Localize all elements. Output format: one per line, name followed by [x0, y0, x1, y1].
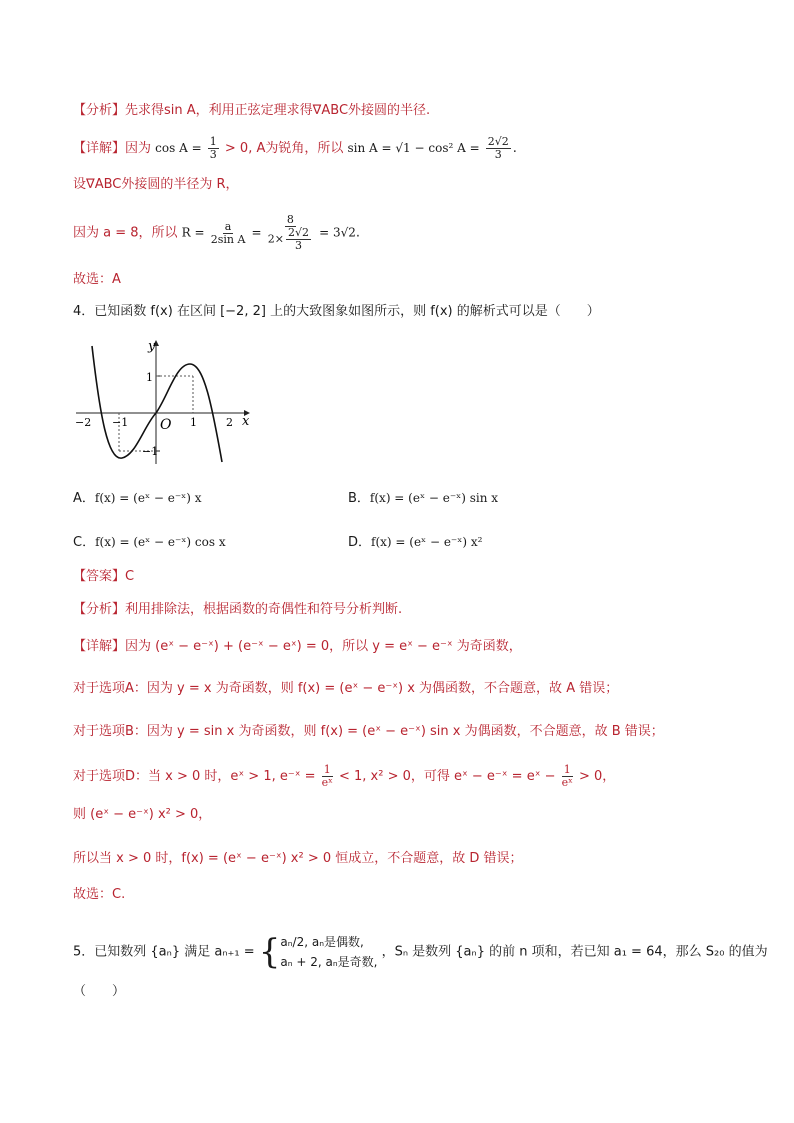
- case-odd: aₙ + 2, aₙ是奇数,: [280, 955, 378, 969]
- option-label: A．: [73, 491, 95, 506]
- question-text: 已知函数 f(x) 在区间 [−2, 2] 上的大致图象如图所示，则 f(x) 的解析式可以是（ ）: [94, 304, 600, 319]
- fraction-8: [268, 214, 313, 252]
- fraction-1-over-ex: [322, 764, 333, 789]
- q5-pre: 已知数列 {aₙ} 满足 aₙ₊₁ =: [94, 944, 255, 960]
- analysis-line-2: [73, 601, 402, 619]
- optd-mid: < 1, x² > 0，可得 eˣ − e⁻ˣ = eˣ −: [338, 769, 556, 784]
- case-even: aₙ/2, aₙ是偶数,: [280, 935, 364, 949]
- frac-den: eˣ: [321, 776, 333, 789]
- frac-num: 2√2: [287, 226, 309, 239]
- detail-line-1: [73, 136, 517, 161]
- option-expr: f(x) = (eˣ − e⁻ˣ) x: [94, 491, 202, 505]
- eq-sign: =: [251, 225, 262, 240]
- option-c[interactable]: [73, 531, 226, 550]
- option-b[interactable]: [348, 487, 498, 506]
- fraction-one-third: [208, 136, 219, 161]
- detail-mid: > 0, A为锐角，所以: [224, 141, 344, 156]
- option-a-analysis: 对于选项A：因为 y = x 为奇函数，则 f(x) = (eˣ − e⁻ˣ) x 为偶函数，不合题意，故 A 错误；: [73, 681, 619, 696]
- optd-end: > 0，: [578, 769, 616, 784]
- formula-pre: 因为 a = 8，所以: [73, 225, 178, 241]
- x-tick-label-minus1: −1: [112, 416, 129, 429]
- period: .: [512, 141, 517, 156]
- so-line: 所以当 x > 0 时，f(x) = (eˣ − e⁻ˣ) x² > 0 恒成立，不合题意，故 D 错误；: [73, 851, 523, 866]
- x-tick-label-minus2: −2: [75, 416, 92, 429]
- then-line: 则 (eˣ − e⁻ˣ) x² > 0，: [73, 807, 212, 822]
- analysis-tag: 【分析】: [73, 103, 126, 118]
- frac-den: eˣ: [561, 776, 573, 789]
- prev-answer-line: [73, 271, 121, 289]
- answer-value: C: [125, 569, 135, 584]
- piecewise-cases: [280, 932, 377, 972]
- y-tick-label-minus1: −1: [142, 445, 159, 458]
- y-tick-label-1: 1: [146, 371, 153, 384]
- period: .: [355, 225, 361, 241]
- prev-answer: 故选：A: [73, 272, 121, 287]
- frac-num: 1: [209, 135, 217, 148]
- result-expr: = 3√2: [319, 225, 356, 240]
- final-answer: 故选：C.: [73, 887, 126, 902]
- frac-num: 1: [563, 763, 571, 776]
- radius-line: [73, 176, 239, 194]
- frac-den: 3: [294, 239, 302, 252]
- x-tick-label-2: 2: [226, 416, 233, 429]
- answer-tag: 【答案】: [73, 569, 126, 584]
- y-label: y: [148, 339, 156, 354]
- option-d[interactable]: [348, 531, 482, 550]
- optd-pre: 对于选项D：当 x > 0 时，eˣ > 1, e⁻ˣ =: [73, 769, 316, 784]
- r-expr: R =: [181, 225, 205, 240]
- option-label: B．: [348, 491, 370, 506]
- option-label: D．: [348, 535, 372, 550]
- x-tick-label-1: 1: [190, 416, 197, 429]
- frac-num: 2√2: [487, 135, 509, 148]
- frac-num: 1: [323, 763, 331, 776]
- option-b-analysis: 对于选项B：因为 y = sin x 为奇函数，则 f(x) = (eˣ − e⁻ˣ) sin x 为偶函数，不合题意，故 B 错误；: [73, 724, 664, 739]
- sin-expr: sin A = √1 − cos² A =: [347, 141, 480, 155]
- function-graph: [72, 336, 252, 466]
- q5-paren-line: [73, 983, 125, 1001]
- option-d-analysis: [73, 764, 615, 789]
- q5-post: ，Sₙ 是数列 {aₙ} 的前 n 项和，若已知 a₁ = 64，那么 S₂₀ 的值为: [381, 944, 768, 960]
- frac-den: 2sin A: [210, 232, 246, 246]
- fraction-a-over-2sinA: [211, 221, 246, 246]
- option-a[interactable]: [73, 487, 202, 506]
- cos-expr: cos A =: [155, 141, 202, 155]
- question-number: 5．: [73, 944, 95, 960]
- analysis-text: 先求得sin A，利用正弦定理求得∇ABC外接圆的半径.: [125, 103, 431, 118]
- radius-text: 设∇ABC外接圆的半径为 R，: [73, 177, 239, 192]
- frac-num: 8: [286, 213, 294, 226]
- option-expr: f(x) = (eˣ − e⁻ˣ) cos x: [95, 535, 226, 549]
- option-expr: f(x) = (eˣ − e⁻ˣ) x²: [371, 535, 483, 549]
- detail-tag: 【详解】: [73, 141, 126, 156]
- question-4: [73, 303, 600, 321]
- analysis-line-1: [73, 102, 430, 120]
- fraction-sin: [486, 136, 511, 161]
- detail-pre: 因为: [125, 141, 152, 156]
- frac-num: a: [224, 219, 232, 233]
- fraction-1-over-ex-2: [562, 764, 573, 789]
- formula-line: [73, 214, 360, 252]
- nested-fraction: [286, 227, 311, 252]
- frac-den: 3: [494, 148, 502, 161]
- option-expr: f(x) = (eˣ − e⁻ˣ) sin x: [369, 491, 499, 505]
- detail-text: 因为 (eˣ − e⁻ˣ) + (e⁻ˣ − eˣ) = 0，所以 y = eˣ − e⁻ˣ 为奇函数，: [125, 639, 522, 654]
- answer-line: [73, 568, 134, 586]
- x-label: x: [242, 414, 250, 429]
- analysis-tag: 【分析】: [73, 602, 126, 617]
- frac-den: 3: [209, 148, 217, 161]
- question-5: [73, 932, 768, 972]
- frac-den: [268, 227, 313, 252]
- brace-icon: {: [258, 932, 281, 972]
- den-prefix: 2×: [267, 232, 284, 246]
- detail-line-2: [73, 638, 522, 656]
- question-number: 4．: [73, 304, 95, 319]
- answer-paren: （ ）: [73, 984, 126, 999]
- origin-label: O: [160, 417, 172, 433]
- option-label: C．: [73, 535, 96, 550]
- detail-tag: 【详解】: [73, 639, 126, 654]
- analysis-text: 利用排除法，根据函数的奇偶性和符号分析判断.: [125, 602, 403, 617]
